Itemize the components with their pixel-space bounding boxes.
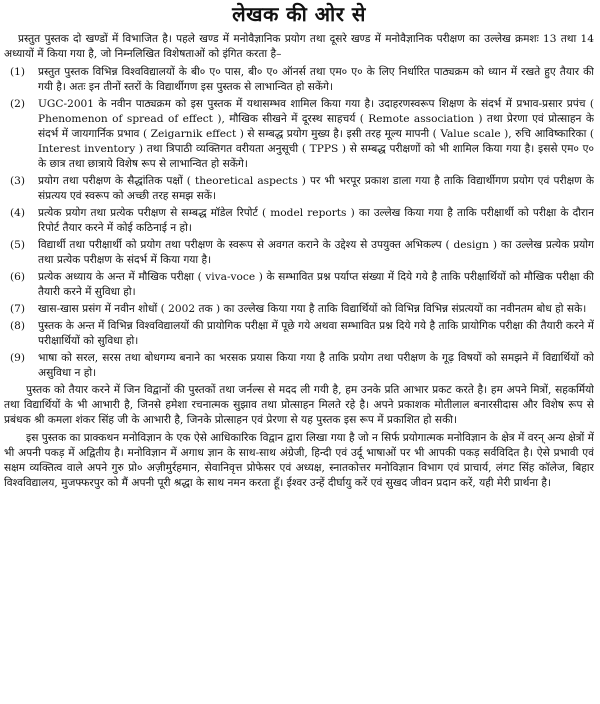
list-item (4, 319, 594, 349)
list-item-number: (2) (10, 98, 26, 110)
list-item (4, 65, 594, 95)
list-item (4, 238, 594, 268)
list-item (4, 270, 594, 300)
list-item-text: प्रत्येक अध्याय के अन्त में मौखिक परीक्षा ( viva-voce ) के सम्भावित प्रश्न पर्याप्त संख्या में दिये गये है ताकि परीक्षार्थियों को मौखिक परीक्षा की तैयारी करने में सुविधा हो। (38, 271, 594, 298)
acknowledgement-paragraph: पुस्तक को तैयार करने में जिन विद्वानों की पुस्तकों तथा जर्नल्स से मदद ली गयी है, हम उनके प्रति आभार प्रकट करते है। हम अपने मित्रों, सहकर्मियो तथा विद्यार्थियों के भी आभारी है, जिनसे हमेशा रचनात्मक सुझाव तथा प्रोत्साहन मिलते रहे है। अपने प्रकाशक मोतीलाल बनारसीदास और विशेष रूप से प्रबंधक श्री कमला शंकर सिंह जी के आभारी है, जिनके प्रोत्साहन एवं प्रेरणा से यह पुस्तक इस रूप में प्रकाशित हो सकी। (4, 384, 594, 426)
list-item-text: विद्यार्थी तथा परीक्षार्थी को प्रयोग तथा परीक्षण के स्वरूप से अवगत कराने के उद्देश्य से उपयुक्त अभिकल्प ( design ) का उल्लेख प्रत्येक प्रयोग तथा प्रत्येक परीक्षण के संदर्भ में किया गया है। (38, 239, 594, 266)
list-item (4, 97, 594, 172)
list-item-number: (8) (10, 320, 26, 332)
list-item-text: खास-खास प्रसंग में नवीन शोधों ( 2002 तक ) का उल्लेख किया गया है ताकि विद्यार्थियों को विभिन्न विभिन्न संप्रत्ययों का नवीनतम बोध हो सके। (38, 303, 587, 315)
list-item-number: (5) (10, 239, 26, 251)
list-item-text: UGC-2001 के नवीन पाठ्यक्रम को इस पुस्तक में यथासम्भव शामिल किया गया है। उदाहरणस्वरूप शिक्षण के संदर्भ में प्रभाव-प्रसार प्रपंच ( Phenomenon of spread of effect ), मौखिक सीखने में दूरस्थ साहचर्य ( Remote association ) तथा प्रेरणा एवं प्रोत्साहन के संदर्भ में जायगार्निक प्रभाव ( Zeigarnik effect ) से सम्बद्ध प्रयोग मुख्य है। इसी तरह मूल्य मापनी ( Value scale ), रुचि आविष्कारिका ( Interest inventory ) तथा त्रिपाठी व्यक्तिगत वरीयता अनुसूची ( TPPS ) से सम्बद्ध परीक्षणों को भी शामिल किया गया है। इससे एम० ए० के छात्र तथा छात्राये विशेष रूप से लाभान्वित हो सकेंगे। (38, 98, 594, 170)
foreword-paragraph: इस पुस्तक का प्राक्कथन मनोविज्ञान के एक ऐसे आधिकारिक विद्वान द्वारा लिखा गया है जो न सिर्फ प्रयोगात्मक मनोविज्ञान के क्षेत्र में वरन् अन्य क्षेत्रों में भी अपनी पकड़ में अद्वितीय है। मनोविज्ञान में अगाध ज्ञान के साथ-साथ अंग्रेजी, हिन्दी एवं उर्दू भाषाओं पर भी आपकी पकड़ सर्वविदित है। ऐसे प्रभावी एवं सक्षम व्यक्तित्व वाले अपने गुरु प्रो० अज़ीमुर्रहमान, सेवानिवृत्त प्रोफेसर एवं अध्यक्ष, स्नातकोत्तर मनोविज्ञान विभाग एवं प्राचार्य, लंगट सिंह कॉलेज, बिहार विश्वविद्यालय, मुजफ्फरपुर को मैं अपनी पूरी श्रद्धा के साथ नमन करता हूँ। ईश्वर उन्हें दीर्घायु करें एवं सुखद जीवन प्रदान करें, यही मेरी प्रार्थना है। (4, 432, 594, 489)
list-item-number: (6) (10, 271, 26, 283)
intro-paragraph: प्रस्तुत पुस्तक दो खण्डों में विभाजित है। पहले खण्ड में मनोवैज्ञानिक प्रयोग तथा दूसरे खण्ड में मनोवैज्ञानिक परीक्षण का उल्लेख क्रमशः 13 तथा 14 अध्यायों में किया गया है, जो निम्नलिखित विशेषताओं को इंगित करता है– (4, 33, 594, 60)
list-item-text: प्रत्येक प्रयोग तथा प्रत्येक परीक्षण से सम्बद्ध मॉडेल रिपोर्ट ( model reports ) का उल्लेख किया गया है ताकि परीक्षार्थी को परीक्षा के दौरान रिपोर्ट तैयार करने में कोई कठिनाई न हो। (38, 207, 594, 234)
document-page (4, 2, 594, 702)
list-item (4, 206, 594, 236)
page-title: लेखक की ओर से (232, 2, 366, 26)
list-item-text: पुस्तक के अन्त में विभिन्न विश्वविद्यालयों की प्रायोगिक परीक्षा में पूछे गये अथवा सम्भावित प्रश्न दिये गये है ताकि प्रायोगिक परीक्षा की तैयारी करने में परीक्षार्थियों को सुविधा हो। (38, 320, 594, 347)
list-item-number: (3) (10, 175, 26, 187)
list-item (4, 302, 594, 317)
list-item-text: प्रयोग तथा परीक्षण के सैद्धांतिक पक्षों ( theoretical aspects ) पर भी भरपूर प्रकाश डाला गया है ताकि विद्यार्थीगण प्रयोग एवं परीक्षण के संप्रत्यय एवं स्वरूप को अच्छी तरह समझ सकें। (38, 175, 594, 202)
list-item-text: भाषा को सरल, सरस तथा बोधगम्य बनाने का भरसक प्रयास किया गया है ताकि प्रयोग तथा परीक्षण के गूढ़ विषयों को समझने में विद्यार्थियों को असुविधा न हो। (38, 352, 594, 379)
features-list (4, 65, 594, 381)
list-item (4, 174, 594, 204)
list-item (4, 351, 594, 381)
list-item-number: (4) (10, 207, 26, 219)
list-item-number: (7) (10, 303, 26, 315)
list-item-number: (1) (10, 66, 26, 78)
list-item-number: (9) (10, 352, 26, 364)
list-item-text: प्रस्तुत पुस्तक विभिन्न विश्वविद्यालयों के बी० ए० पास, बी० ए० ऑनर्स तथा एम० ए० के लिए निर्धारित पाठ्यक्रम को ध्यान में रखते हुए तैयार की गयी है। अतः इन तीनों स्तरों के विद्यार्थीगण इस पुस्तक से लाभान्वित हो सकेंगे। (38, 66, 594, 93)
